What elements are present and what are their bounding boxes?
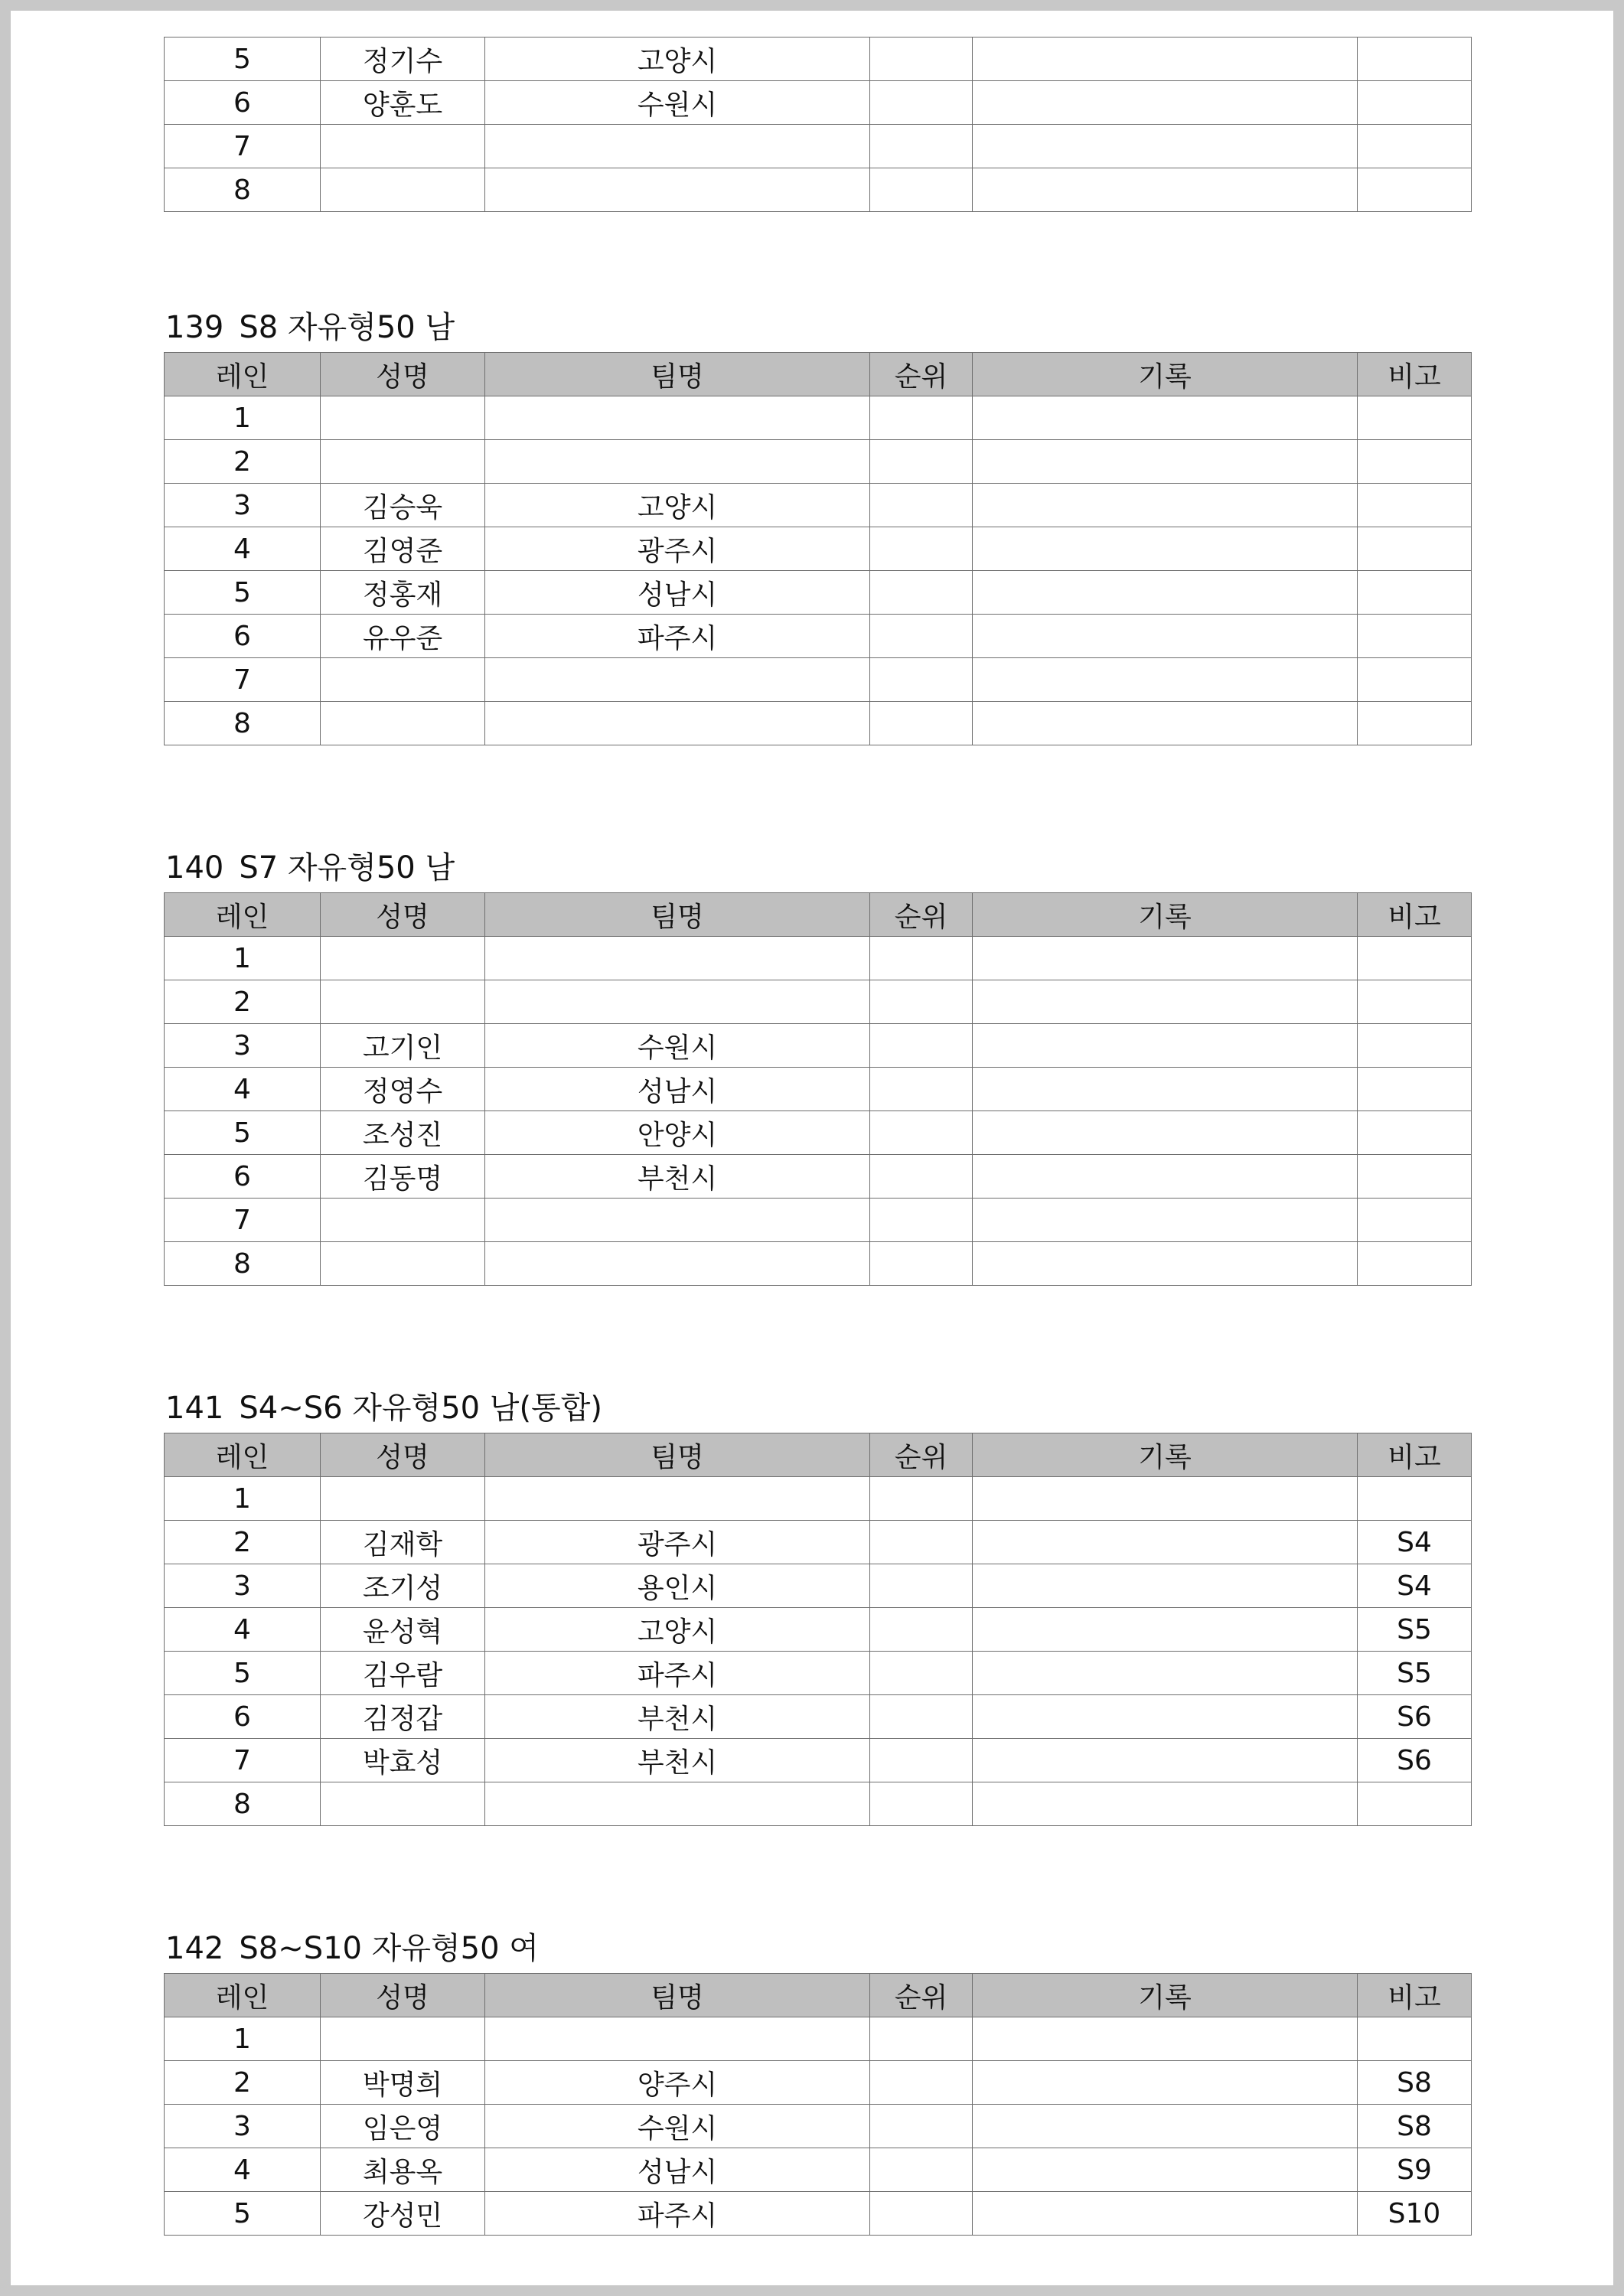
table-row bbox=[165, 527, 1472, 571]
name-cell: 최용옥 bbox=[321, 2148, 485, 2192]
note-cell bbox=[1358, 1111, 1472, 1155]
note-cell bbox=[1358, 396, 1472, 440]
lane-cell: 6 bbox=[165, 81, 321, 125]
note-cell: S6 bbox=[1358, 1739, 1472, 1782]
record-cell bbox=[973, 1608, 1358, 1652]
lane-cell: 4 bbox=[165, 1068, 321, 1111]
name-cell bbox=[321, 125, 485, 168]
name-header: 성명 bbox=[321, 1974, 485, 2017]
lane-cell: 2 bbox=[165, 2061, 321, 2105]
table-row bbox=[165, 1477, 1472, 1521]
name-cell: 조성진 bbox=[321, 1111, 485, 1155]
name-cell bbox=[321, 980, 485, 1024]
note-cell bbox=[1358, 440, 1472, 484]
team-cell bbox=[485, 937, 870, 980]
table-row bbox=[165, 1111, 1472, 1155]
lane-cell: 2 bbox=[165, 440, 321, 484]
event-title-141 bbox=[165, 1391, 602, 1426]
rank-header: 순위 bbox=[870, 1433, 973, 1477]
lane-cell: 1 bbox=[165, 1477, 321, 1521]
event-title-142 bbox=[165, 1931, 539, 1966]
record-cell bbox=[973, 1068, 1358, 1111]
lane-cell: 5 bbox=[165, 1111, 321, 1155]
record-cell bbox=[973, 2017, 1358, 2061]
table-row bbox=[165, 1652, 1472, 1695]
continuation-table bbox=[164, 37, 1472, 212]
event-number: 140 bbox=[165, 850, 224, 885]
lane-cell: 7 bbox=[165, 1739, 321, 1782]
team-cell: 고양시 bbox=[485, 38, 870, 81]
note-header: 비고 bbox=[1358, 893, 1472, 937]
record-cell bbox=[973, 1739, 1358, 1782]
event-number: 139 bbox=[165, 310, 224, 345]
table-body bbox=[165, 937, 1472, 1286]
event-name: S7 자유형50 남 bbox=[239, 850, 455, 885]
rank-cell bbox=[870, 1608, 973, 1652]
record-header: 기록 bbox=[973, 1974, 1358, 2017]
event-name: S8 자유형50 남 bbox=[239, 310, 455, 345]
team-cell: 부천시 bbox=[485, 1155, 870, 1199]
lane-cell: 8 bbox=[165, 702, 321, 745]
table-row bbox=[165, 2105, 1472, 2148]
results-page bbox=[11, 11, 1613, 2285]
rank-cell bbox=[870, 1024, 973, 1068]
team-cell: 안양시 bbox=[485, 1111, 870, 1155]
note-cell: S8 bbox=[1358, 2061, 1472, 2105]
event-table-142 bbox=[164, 1973, 1472, 2236]
lane-cell: 5 bbox=[165, 38, 321, 81]
table-row bbox=[165, 1782, 1472, 1826]
lane-cell: 7 bbox=[165, 658, 321, 702]
team-cell: 수원시 bbox=[485, 1024, 870, 1068]
table-row bbox=[165, 1155, 1472, 1199]
rank-cell bbox=[870, 937, 973, 980]
rank-cell bbox=[870, 2061, 973, 2105]
rank-cell bbox=[870, 658, 973, 702]
record-cell bbox=[973, 1782, 1358, 1826]
record-cell bbox=[973, 1695, 1358, 1739]
team-cell bbox=[485, 980, 870, 1024]
lane-cell: 3 bbox=[165, 1024, 321, 1068]
name-cell bbox=[321, 440, 485, 484]
note-cell bbox=[1358, 1242, 1472, 1286]
rank-cell bbox=[870, 1242, 973, 1286]
table-row bbox=[165, 168, 1472, 212]
name-header: 성명 bbox=[321, 1433, 485, 1477]
name-cell: 고기인 bbox=[321, 1024, 485, 1068]
rank-cell bbox=[870, 2148, 973, 2192]
name-cell bbox=[321, 702, 485, 745]
rank-cell bbox=[870, 980, 973, 1024]
record-header: 기록 bbox=[973, 893, 1358, 937]
record-cell bbox=[973, 484, 1358, 527]
record-cell bbox=[973, 980, 1358, 1024]
team-header: 팀명 bbox=[485, 893, 870, 937]
note-cell bbox=[1358, 1068, 1472, 1111]
team-cell: 고양시 bbox=[485, 484, 870, 527]
record-cell bbox=[973, 2105, 1358, 2148]
note-cell: S5 bbox=[1358, 1652, 1472, 1695]
record-cell bbox=[973, 440, 1358, 484]
lane-cell: 1 bbox=[165, 396, 321, 440]
lane-cell: 8 bbox=[165, 168, 321, 212]
record-cell bbox=[973, 125, 1358, 168]
name-cell bbox=[321, 1242, 485, 1286]
event-name: S4~S6 자유형50 남(통합) bbox=[239, 1391, 602, 1426]
note-cell bbox=[1358, 125, 1472, 168]
rank-cell bbox=[870, 125, 973, 168]
table-row bbox=[165, 81, 1472, 125]
record-cell bbox=[973, 81, 1358, 125]
name-cell: 박명희 bbox=[321, 2061, 485, 2105]
lane-cell: 4 bbox=[165, 1608, 321, 1652]
team-header: 팀명 bbox=[485, 1433, 870, 1477]
rank-cell bbox=[870, 2017, 973, 2061]
note-cell: S4 bbox=[1358, 1564, 1472, 1608]
team-cell: 파주시 bbox=[485, 615, 870, 658]
team-cell bbox=[485, 1477, 870, 1521]
record-cell bbox=[973, 1521, 1358, 1564]
team-header: 팀명 bbox=[485, 353, 870, 396]
lane-cell: 8 bbox=[165, 1782, 321, 1826]
team-cell: 부천시 bbox=[485, 1695, 870, 1739]
note-header: 비고 bbox=[1358, 1433, 1472, 1477]
table-row bbox=[165, 658, 1472, 702]
note-cell bbox=[1358, 658, 1472, 702]
note-cell bbox=[1358, 484, 1472, 527]
rank-cell bbox=[870, 1521, 973, 1564]
team-cell bbox=[485, 396, 870, 440]
name-header: 성명 bbox=[321, 353, 485, 396]
table-row bbox=[165, 1199, 1472, 1242]
rank-cell bbox=[870, 1477, 973, 1521]
rank-cell bbox=[870, 1199, 973, 1242]
rank-cell bbox=[870, 527, 973, 571]
note-header: 비고 bbox=[1358, 1974, 1472, 2017]
table-row bbox=[165, 1695, 1472, 1739]
rank-cell bbox=[870, 81, 973, 125]
header-row bbox=[165, 1433, 1472, 1477]
record-cell bbox=[973, 527, 1358, 571]
table-row bbox=[165, 1521, 1472, 1564]
table-body bbox=[165, 38, 1472, 212]
record-cell bbox=[973, 1111, 1358, 1155]
lane-cell: 4 bbox=[165, 2148, 321, 2192]
name-cell: 김승욱 bbox=[321, 484, 485, 527]
record-cell bbox=[973, 1024, 1358, 1068]
header-row bbox=[165, 353, 1472, 396]
rank-cell bbox=[870, 168, 973, 212]
record-cell bbox=[973, 38, 1358, 81]
lane-cell: 5 bbox=[165, 2192, 321, 2236]
rank-cell bbox=[870, 1782, 973, 1826]
table-row bbox=[165, 980, 1472, 1024]
name-cell: 박효성 bbox=[321, 1739, 485, 1782]
team-cell bbox=[485, 440, 870, 484]
lane-cell: 6 bbox=[165, 1155, 321, 1199]
event-table-141 bbox=[164, 1433, 1472, 1826]
team-cell: 광주시 bbox=[485, 1521, 870, 1564]
name-cell bbox=[321, 658, 485, 702]
lane-header: 레인 bbox=[165, 353, 321, 396]
record-cell bbox=[973, 2192, 1358, 2236]
team-cell bbox=[485, 1782, 870, 1826]
rank-cell bbox=[870, 1739, 973, 1782]
team-cell bbox=[485, 1199, 870, 1242]
lane-cell: 6 bbox=[165, 1695, 321, 1739]
note-cell: S10 bbox=[1358, 2192, 1472, 2236]
name-cell: 강성민 bbox=[321, 2192, 485, 2236]
record-header: 기록 bbox=[973, 1433, 1358, 1477]
note-cell bbox=[1358, 980, 1472, 1024]
name-header: 성명 bbox=[321, 893, 485, 937]
note-cell bbox=[1358, 1477, 1472, 1521]
rank-cell bbox=[870, 2105, 973, 2148]
team-cell: 성남시 bbox=[485, 2148, 870, 2192]
lane-cell: 1 bbox=[165, 2017, 321, 2061]
lane-cell: 5 bbox=[165, 571, 321, 615]
name-cell bbox=[321, 396, 485, 440]
lane-cell: 2 bbox=[165, 980, 321, 1024]
record-cell bbox=[973, 1564, 1358, 1608]
team-cell: 부천시 bbox=[485, 1739, 870, 1782]
team-cell: 파주시 bbox=[485, 2192, 870, 2236]
name-cell: 김영준 bbox=[321, 527, 485, 571]
event-table-140 bbox=[164, 892, 1472, 1286]
rank-cell bbox=[870, 1564, 973, 1608]
lane-cell: 8 bbox=[165, 1242, 321, 1286]
table-row bbox=[165, 2148, 1472, 2192]
name-cell: 양훈도 bbox=[321, 81, 485, 125]
lane-cell: 2 bbox=[165, 1521, 321, 1564]
record-cell bbox=[973, 1242, 1358, 1286]
team-cell: 수원시 bbox=[485, 2105, 870, 2148]
event-name: S8~S10 자유형50 여 bbox=[239, 1931, 539, 1966]
rank-cell bbox=[870, 1068, 973, 1111]
table-row bbox=[165, 2017, 1472, 2061]
rank-cell bbox=[870, 484, 973, 527]
name-cell: 유우준 bbox=[321, 615, 485, 658]
team-cell bbox=[485, 1242, 870, 1286]
team-cell bbox=[485, 168, 870, 212]
record-cell bbox=[973, 1155, 1358, 1199]
team-cell: 수원시 bbox=[485, 81, 870, 125]
table-row bbox=[165, 1608, 1472, 1652]
note-cell: S8 bbox=[1358, 2105, 1472, 2148]
note-header: 비고 bbox=[1358, 353, 1472, 396]
name-cell: 김우람 bbox=[321, 1652, 485, 1695]
team-cell bbox=[485, 702, 870, 745]
table-body bbox=[165, 2017, 1472, 2236]
record-cell bbox=[973, 168, 1358, 212]
name-cell: 김동명 bbox=[321, 1155, 485, 1199]
table-row bbox=[165, 1024, 1472, 1068]
rank-cell bbox=[870, 1111, 973, 1155]
table-row bbox=[165, 396, 1472, 440]
team-cell: 용인시 bbox=[485, 1564, 870, 1608]
note-cell: S5 bbox=[1358, 1608, 1472, 1652]
rank-cell bbox=[870, 1155, 973, 1199]
lane-header: 레인 bbox=[165, 1433, 321, 1477]
table-row bbox=[165, 2061, 1472, 2105]
event-number: 142 bbox=[165, 1931, 224, 1966]
name-cell: 정영수 bbox=[321, 1068, 485, 1111]
lane-cell: 3 bbox=[165, 2105, 321, 2148]
name-cell: 김정갑 bbox=[321, 1695, 485, 1739]
note-cell bbox=[1358, 81, 1472, 125]
rank-cell bbox=[870, 702, 973, 745]
note-cell bbox=[1358, 1782, 1472, 1826]
table-row bbox=[165, 125, 1472, 168]
lane-cell: 3 bbox=[165, 484, 321, 527]
name-cell bbox=[321, 168, 485, 212]
note-cell: S9 bbox=[1358, 2148, 1472, 2192]
table-row bbox=[165, 615, 1472, 658]
record-cell bbox=[973, 1199, 1358, 1242]
header-row bbox=[165, 1974, 1472, 2017]
record-cell bbox=[973, 658, 1358, 702]
lane-cell: 7 bbox=[165, 125, 321, 168]
note-cell bbox=[1358, 1024, 1472, 1068]
table-body bbox=[165, 1477, 1472, 1826]
event-title-140 bbox=[165, 850, 455, 885]
name-cell bbox=[321, 2017, 485, 2061]
team-cell: 파주시 bbox=[485, 1652, 870, 1695]
name-cell bbox=[321, 1477, 485, 1521]
note-cell bbox=[1358, 702, 1472, 745]
note-cell bbox=[1358, 168, 1472, 212]
record-cell bbox=[973, 937, 1358, 980]
table-row bbox=[165, 571, 1472, 615]
table-row bbox=[165, 1739, 1472, 1782]
team-cell bbox=[485, 125, 870, 168]
rank-cell bbox=[870, 1652, 973, 1695]
table-row bbox=[165, 1068, 1472, 1111]
table-row bbox=[165, 937, 1472, 980]
lane-cell: 6 bbox=[165, 615, 321, 658]
team-cell bbox=[485, 2017, 870, 2061]
record-cell bbox=[973, 702, 1358, 745]
team-cell: 고양시 bbox=[485, 1608, 870, 1652]
rank-cell bbox=[870, 571, 973, 615]
rank-cell bbox=[870, 440, 973, 484]
name-cell: 조기성 bbox=[321, 1564, 485, 1608]
name-cell: 김재학 bbox=[321, 1521, 485, 1564]
header-row bbox=[165, 893, 1472, 937]
note-cell bbox=[1358, 937, 1472, 980]
note-cell bbox=[1358, 527, 1472, 571]
rank-header: 순위 bbox=[870, 353, 973, 396]
rank-cell bbox=[870, 2192, 973, 2236]
lane-cell: 3 bbox=[165, 1564, 321, 1608]
team-header: 팀명 bbox=[485, 1974, 870, 2017]
note-cell bbox=[1358, 1199, 1472, 1242]
table-row bbox=[165, 38, 1472, 81]
rank-cell bbox=[870, 38, 973, 81]
table-row bbox=[165, 1564, 1472, 1608]
lane-header: 레인 bbox=[165, 1974, 321, 2017]
name-cell: 정홍재 bbox=[321, 571, 485, 615]
note-cell: S4 bbox=[1358, 1521, 1472, 1564]
note-cell bbox=[1358, 38, 1472, 81]
note-cell bbox=[1358, 571, 1472, 615]
record-cell bbox=[973, 615, 1358, 658]
table-row bbox=[165, 484, 1472, 527]
rank-cell bbox=[870, 615, 973, 658]
team-cell: 성남시 bbox=[485, 1068, 870, 1111]
table-row bbox=[165, 702, 1472, 745]
lane-cell: 1 bbox=[165, 937, 321, 980]
team-cell: 광주시 bbox=[485, 527, 870, 571]
rank-cell bbox=[870, 1695, 973, 1739]
record-header: 기록 bbox=[973, 353, 1358, 396]
note-cell bbox=[1358, 2017, 1472, 2061]
record-cell bbox=[973, 571, 1358, 615]
event-table-139 bbox=[164, 352, 1472, 745]
lane-cell: 4 bbox=[165, 527, 321, 571]
rank-header: 순위 bbox=[870, 893, 973, 937]
lane-cell: 7 bbox=[165, 1199, 321, 1242]
record-cell bbox=[973, 2148, 1358, 2192]
record-cell bbox=[973, 1477, 1358, 1521]
table-row bbox=[165, 2192, 1472, 2236]
rank-header: 순위 bbox=[870, 1974, 973, 2017]
name-cell: 정기수 bbox=[321, 38, 485, 81]
note-cell: S6 bbox=[1358, 1695, 1472, 1739]
rank-cell bbox=[870, 396, 973, 440]
note-cell bbox=[1358, 615, 1472, 658]
table-row bbox=[165, 1242, 1472, 1286]
table-body bbox=[165, 396, 1472, 745]
name-cell: 윤성혁 bbox=[321, 1608, 485, 1652]
team-cell: 양주시 bbox=[485, 2061, 870, 2105]
name-cell bbox=[321, 1199, 485, 1242]
note-cell bbox=[1358, 1155, 1472, 1199]
event-number: 141 bbox=[165, 1391, 224, 1426]
record-cell bbox=[973, 2061, 1358, 2105]
team-cell bbox=[485, 658, 870, 702]
name-cell bbox=[321, 937, 485, 980]
lane-cell: 5 bbox=[165, 1652, 321, 1695]
record-cell bbox=[973, 1652, 1358, 1695]
team-cell: 성남시 bbox=[485, 571, 870, 615]
name-cell bbox=[321, 1782, 485, 1826]
lane-header: 레인 bbox=[165, 893, 321, 937]
name-cell: 임은영 bbox=[321, 2105, 485, 2148]
event-title-139 bbox=[165, 310, 455, 345]
record-cell bbox=[973, 396, 1358, 440]
table-row bbox=[165, 440, 1472, 484]
